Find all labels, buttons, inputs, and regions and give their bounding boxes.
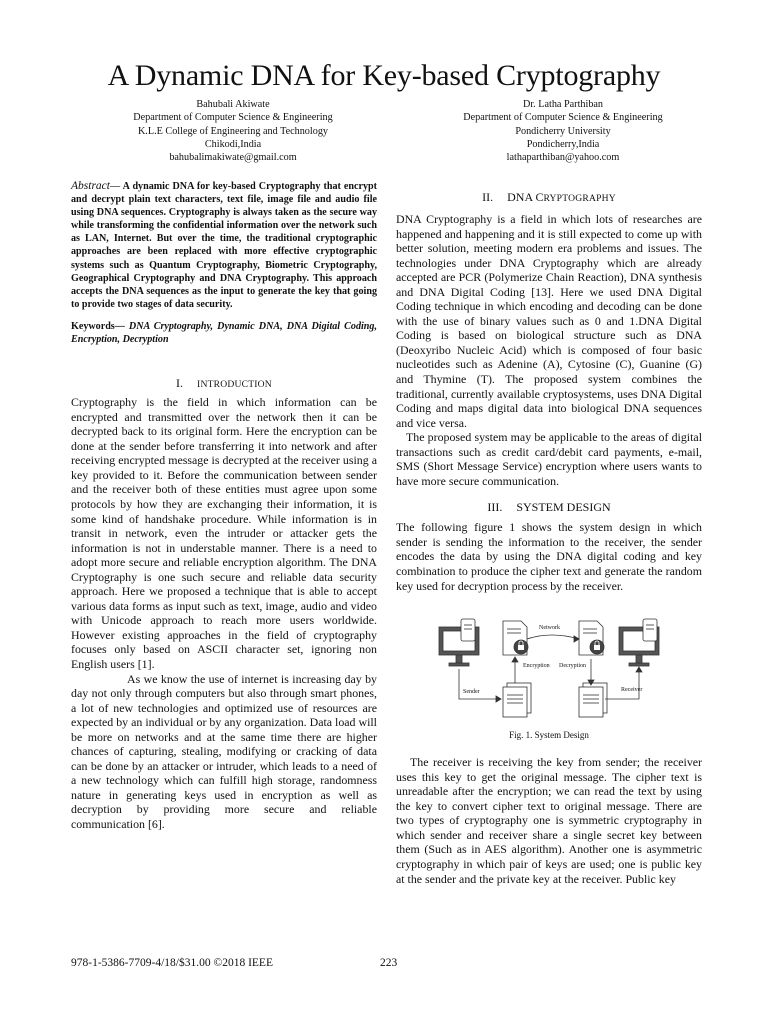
author-institution: Pondicherry University bbox=[515, 125, 611, 137]
decryption-label: Decryption bbox=[559, 663, 586, 670]
right-column bbox=[396, 180, 702, 886]
abstract bbox=[71, 180, 377, 311]
author-block-1 bbox=[68, 98, 398, 164]
left-column bbox=[71, 180, 377, 832]
intro-paragraph-1: Cryptography is the field in which information can be encrypted and transmitted over the network then it can be decrypted back to its original form. Here the encryption can be done at the sender before transferring it into network and after receiving encrypted message is decrypted at the receiver using a key provided to it. Before the communication between sender and the receiver both of these entities must agree upon some protocols by how they are exchanging their information, it is some kind of handshake procedure. While information is in transit in network, even the intruder or attacker gets the information is not in understable manner. There is a need to adopt more secure and reliable encryption algorithm. The DNA Cryptography is one such secure and reliable data security approach. Here we proposed a technique that is able to accept various data forms as input such as text, image, audio and video with Unicode approach to reach more users worldwide. However existing approaches in the field of cryptography focuses only based on ASCII character set, ignoring non English users [1]. bbox=[71, 395, 377, 671]
abstract-label: Abstract— bbox=[71, 180, 121, 192]
section-title: INTRODUCTION bbox=[197, 379, 272, 391]
section-heading-system-design bbox=[396, 500, 702, 514]
system-design-figure bbox=[431, 603, 667, 721]
sender-computer-icon bbox=[439, 619, 479, 666]
intro-paragraph-2: As we know the use of internet is increasing day by day not only through computers but also through smart phones, a lot of new technologies and optimized use of resources are expected by an individual or by any organization. Data load will be more on networks and at the same time there are higher chances of capturing, stealing, modifying or cracking of data can be done by an attacker or intruder, which leads to a need of a new technology which can fulfill high storage, randomness nature in generating keys used in encryption as well as decryption by providing more secure and reliable communication [6]. bbox=[71, 671, 377, 831]
section-heading-introduction bbox=[71, 376, 377, 392]
author-block-2 bbox=[398, 98, 728, 164]
section-heading-dna-cryptography bbox=[396, 190, 702, 206]
system-design-diagram bbox=[431, 603, 667, 721]
keywords-text: DNA Cryptography, Dynamic DNA, DNA Digital Coding, Encryption, Decryption bbox=[71, 320, 377, 346]
keywords-label: Keywords— bbox=[71, 320, 125, 332]
author-email: bahubalimakiwate@gmail.com bbox=[169, 152, 297, 164]
network-connection-arrow bbox=[527, 635, 579, 639]
decryption-document-icon bbox=[579, 621, 604, 655]
section-title-small: RYPTOGRAPHY bbox=[543, 193, 616, 204]
receiver-documents-icon bbox=[579, 683, 607, 717]
author-name: Bahubali Akiwate bbox=[196, 99, 270, 110]
author-location: Chikodi,India bbox=[204, 138, 262, 150]
paper-title: A Dynamic DNA for Key-based Cryptography bbox=[107, 59, 661, 92]
dna-paragraph-1: DNA Cryptography is a field in which lots of researches are happened and happening and it is still expected to come up with better solution, meeting modern era problems and issues. The technologies under DNA Cryptography which are already accepted are PCR (Polymerize Chain Reaction), DNA synthesis and DNA Digital Coding [13]. Here we used DNA Digital Coding technique in which encoding and decoding can be done with the use of binary values such as 0 and 1.DNA Digital Coding is based on biological structure such as DNA (Deoxyribo Nucleic Acid) which is composed of four basic nucleotides such as Adenine (A), Cytosine (C), Guanine (G) and Thymine (T). The proposed system combines the traditional, currently available cryptosystems, uses DNA Digital Coding and maps digital data into biological DNA sequences and vice versa. bbox=[396, 212, 702, 430]
section-number: II. bbox=[482, 190, 494, 204]
author-location: Pondicherry,India bbox=[526, 138, 600, 150]
author-name: Dr. Latha Parthiban bbox=[522, 99, 604, 110]
network-label: Network bbox=[539, 625, 560, 632]
sender-documents-icon bbox=[503, 683, 531, 717]
author-institution: K.L.E College of Engineering and Technology bbox=[137, 125, 329, 137]
page-number: 223 bbox=[380, 957, 398, 969]
section-number: I. bbox=[176, 376, 184, 391]
receiver-label: Receiver bbox=[621, 687, 643, 694]
section-title: SYSTEM DESIGN bbox=[516, 500, 611, 515]
receiver-computer-icon bbox=[619, 619, 659, 666]
design-paragraph-1: The following figure 1 shows the system design in which sender is sending the information to the receiver, the sender encodes the data by using the DNA digital coding and key combination to produce the cipher text and generate the random key used for decryption process by the receiver. bbox=[396, 520, 702, 593]
section-number: III. bbox=[487, 500, 503, 515]
author-email: lathaparthiban@yahoo.com bbox=[506, 152, 620, 164]
figure-caption: Fig. 1. System Design bbox=[509, 730, 589, 741]
author-dept: Department of Computer Science & Engineering bbox=[463, 112, 663, 124]
encryption-document-icon bbox=[503, 621, 528, 655]
dna-paragraph-2: The proposed system may be applicable to the areas of digital transactions such as credit card/debit card payments, e-mail, SMS (Short Message Service) encryption where users wants to have more secure communication. bbox=[396, 430, 702, 488]
sender-label: Sender bbox=[463, 689, 480, 696]
abstract-text: A dynamic DNA for key-based Cryptography that encrypt and decrypt plain text characters, text file, image file and audio file using DNA sequences. Cryptography is always taken as the secure way while transforming the confidential information over the network such as LAN, Internet. But over the time, the traditional cryptographic approaches are been replaced with more effective cryptographic systems such as Quantum Cryptography, Biometric Cryptography, Geographical Cryptography and DNA Cryptography. This approach accepts the DNA sequences as the input to generate the key that going to provide two stages of data security. bbox=[71, 181, 377, 310]
encryption-label: Encryption bbox=[523, 663, 550, 670]
design-paragraph-2: The receiver is receiving the key from sender; the receiver uses this key to get the original message. The cipher text is unreadable after the encryption; we can read the text by using the key to convert cipher text to original message. There are two types of cryptography one is symmetric cryptography in which sender and receiver share a single secret key between them (Such as in AES algorithm). Another one is asymmetric cryptography in which pair of keys are used; one is public key at the sender and the private key at the receiver. Public key bbox=[396, 755, 702, 886]
section-title-big: DNA C bbox=[507, 190, 544, 204]
receiver-flow-arrow bbox=[605, 669, 639, 699]
author-dept: Department of Computer Science & Engineering bbox=[133, 112, 333, 124]
footer-isbn: 978-1-5386-7709-4/18/$31.00 ©2018 IEEE bbox=[71, 957, 273, 969]
keywords bbox=[71, 320, 377, 346]
